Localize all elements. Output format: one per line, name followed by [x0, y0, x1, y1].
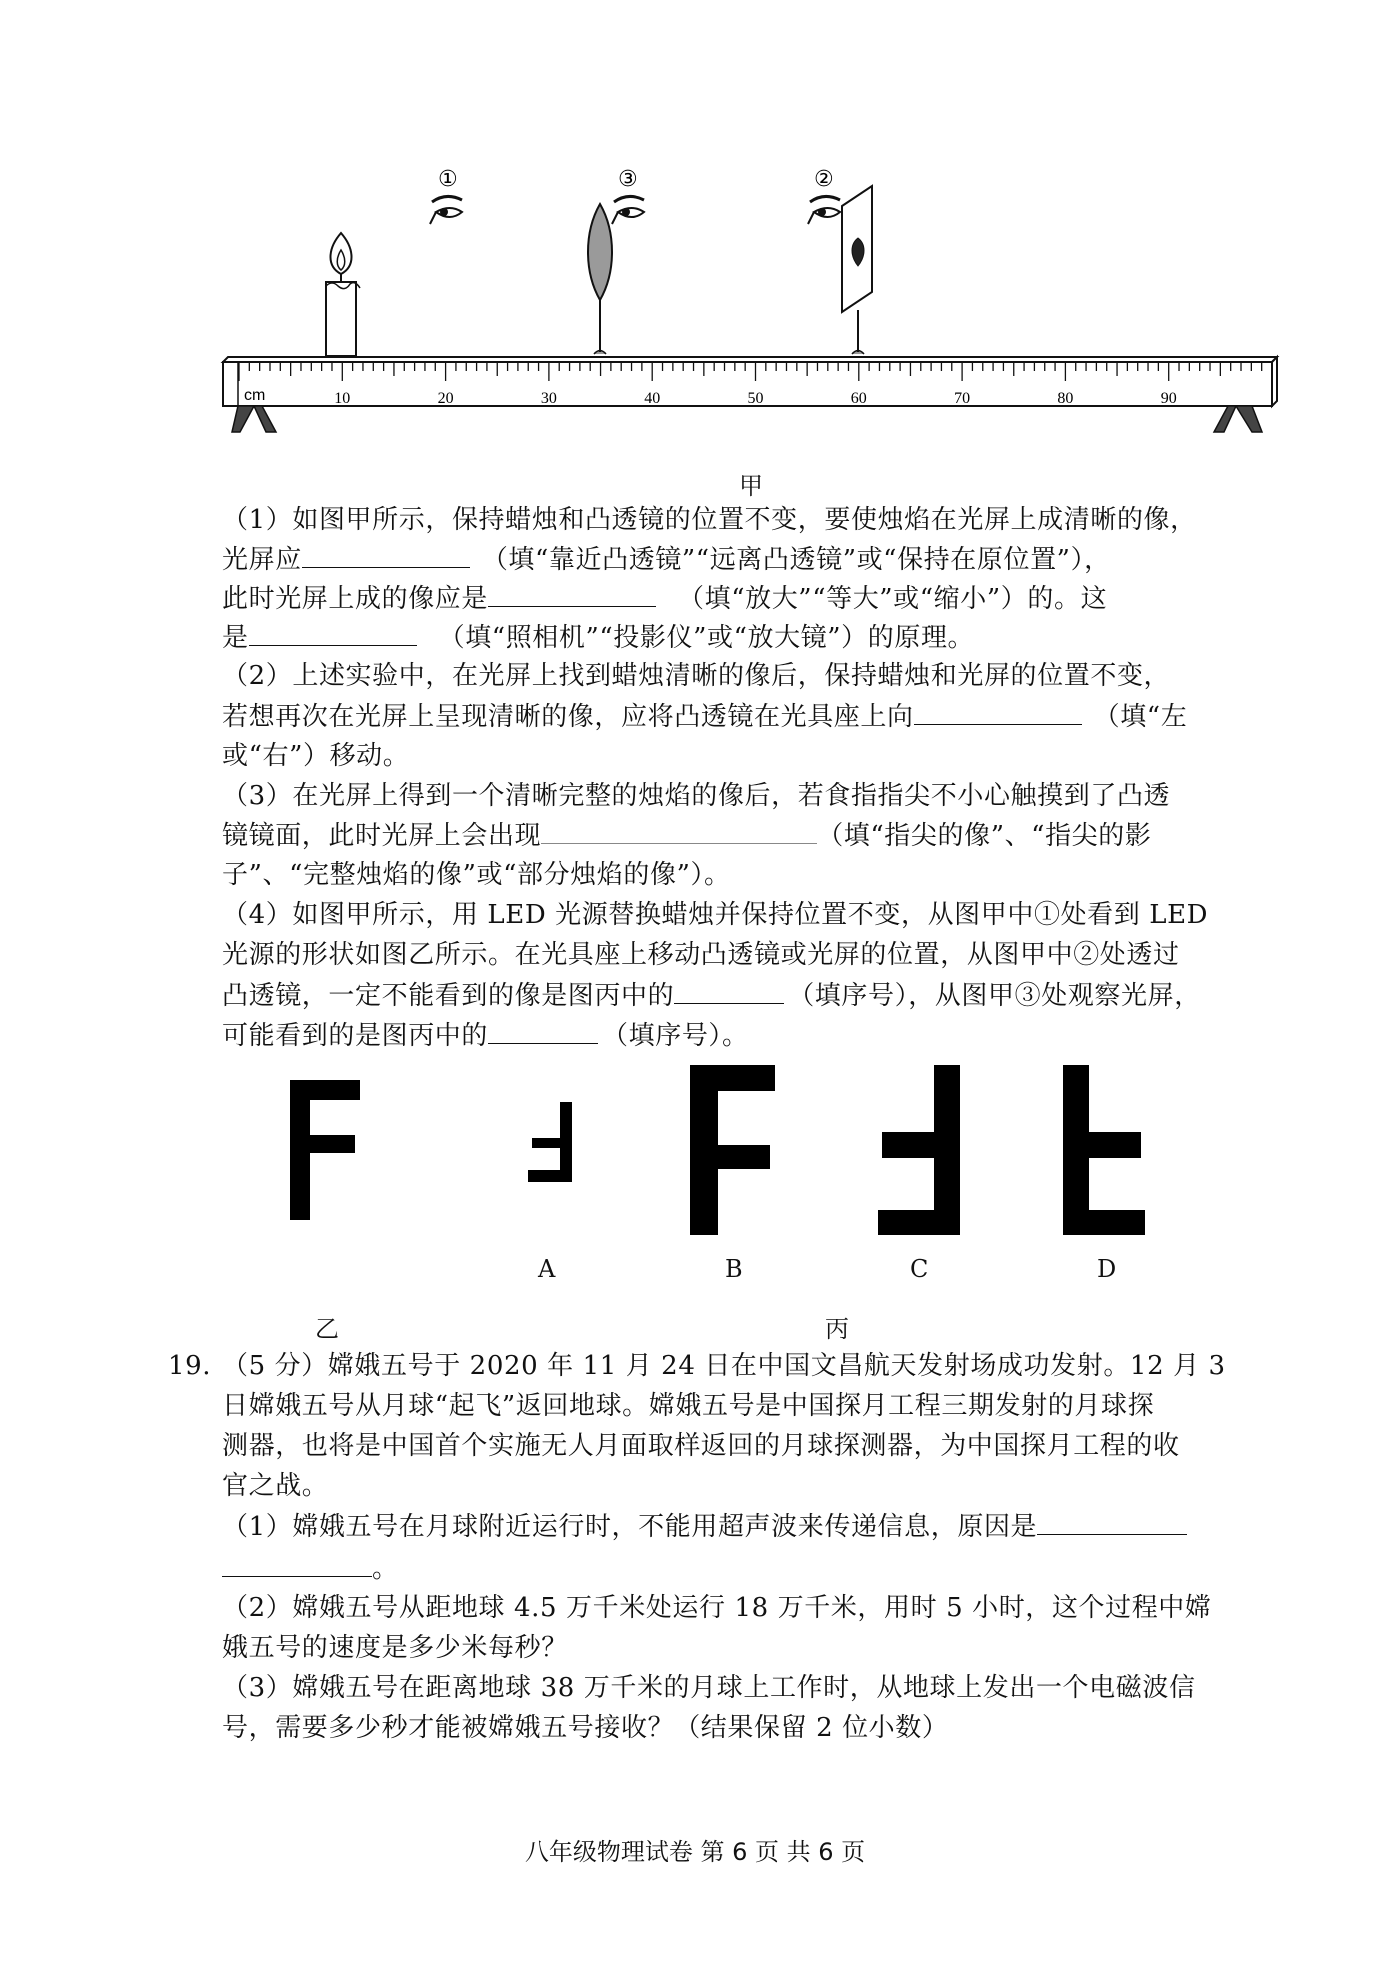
q18-part2-line3: 或“右”）移动。 [222, 741, 410, 771]
answer-blank[interactable] [541, 815, 817, 844]
q18-part4-line1: （4）如图甲所示，用 LED 光源替换蜡烛并保持位置不变，从图甲中①处看到 LED [222, 900, 1209, 930]
ruler-tick-label: 70 [954, 390, 971, 407]
answer-blank[interactable] [674, 975, 784, 1004]
svg-text:②: ② [814, 167, 834, 192]
q18-part2-line2: 若想再次在光屏上呈现清晰的像，应将凸透镜在光具座上向 （填“左 [222, 696, 1187, 737]
ruler-tick-label: 30 [540, 390, 557, 407]
q19-part2-line2: 娥五号的速度是多少米每秒？ [222, 1633, 568, 1663]
q18-part1-line1: （1）如图甲所示，保持蜡烛和凸透镜的位置不变，要使烛焰在光屏上成清晰的像， [222, 505, 1197, 535]
bench-right-leg [1214, 406, 1262, 432]
shape-yi-f [290, 1080, 360, 1220]
option-label-d: D [1097, 1255, 1117, 1283]
shape-b [690, 1065, 775, 1235]
ruler-tick-label: 60 [850, 390, 867, 407]
answer-blank[interactable] [488, 1015, 598, 1044]
svg-text:①: ① [438, 167, 458, 192]
q19-intro-line3: 测器，也将是中国首个实施无人月面取样返回的月球探测器，为中国探月工程的收 [222, 1431, 1180, 1461]
q18-part3-line2: 镜镜面，此时光屏上会出现 （填“指尖的像”、“指尖的影 [222, 815, 1151, 856]
page-footer: 八年级物理试卷 第 6 页 共 6 页 [524, 1838, 866, 1866]
answer-blank[interactable] [914, 696, 1082, 725]
option-label-b: B [725, 1255, 743, 1283]
option-label-a: A [538, 1255, 556, 1283]
answer-blank[interactable] [1037, 1506, 1187, 1535]
shape-c [878, 1065, 960, 1235]
figure-yi-bing-shapes [0, 1050, 1390, 1250]
q18-part3-line3: 子”、“完整烛焰的像”或“部分烛焰的像”）。 [222, 860, 731, 890]
q19-part2-line1: （2）嫦娥五号从距地球 4.5 万千米处运行 18 万千米，用时 5 小时，这个过程中嫦 [222, 1593, 1212, 1623]
eye-icon [808, 167, 840, 224]
q19-intro-line4: 官之战。 [222, 1471, 329, 1501]
answer-blank[interactable] [488, 578, 656, 607]
q18-part4-line4: 可能看到的是图丙中的 （填序号）。 [222, 1015, 749, 1056]
q19-part3-line1: （3）嫦娥五号在距离地球 38 万千米的月球上工作时，从地球上发出一个电磁波信 [222, 1673, 1196, 1703]
eye-icon [430, 167, 462, 224]
q19-part1-line2: 。 [222, 1548, 399, 1589]
figure-yi-caption: 乙 [315, 1315, 339, 1343]
ruler-tick-label: 50 [747, 390, 764, 407]
ruler-tick-label: 80 [1057, 390, 1074, 407]
answer-blank[interactable] [302, 539, 470, 568]
q18-part2-line1: （2）上述实验中，在光屏上找到蜡烛清晰的像后，保持蜡烛和光屏的位置不变， [222, 661, 1171, 691]
q18-part3-line1: （3）在光屏上得到一个清晰完整的烛焰的像后，若食指指尖不小心触摸到了凸透 [222, 781, 1171, 811]
ruler-tick-label: 10 [334, 390, 351, 407]
shape-a [528, 1102, 572, 1182]
q18-part4-line3: 凸透镜，一定不能看到的像是图丙中的 （填序号），从图甲③处观察光屏， [222, 975, 1201, 1016]
figure-jia-caption: 甲 [739, 472, 763, 500]
eye-icon [612, 167, 644, 224]
bench-left-leg [232, 406, 276, 432]
q19-part1-line1: （1）嫦娥五号在月球附近运行时，不能用超声波来传递信息，原因是 [222, 1506, 1187, 1547]
shape-d [1063, 1065, 1145, 1235]
candle [326, 233, 360, 356]
ruler-tick-label: 40 [644, 390, 661, 407]
ruler-tick-label: 90 [1160, 390, 1177, 407]
ruler-unit-label: cm [244, 387, 266, 404]
svg-text:③: ③ [618, 167, 638, 192]
convex-lens [588, 204, 612, 354]
q19-intro-line1: （5 分）嫦娥五号于 2020 年 11 月 24 日在中国文昌航天发射场成功发射。12 月 3 [222, 1351, 1226, 1381]
q18-part1-line2: 光屏应 （填“靠近凸透镜”“远离凸透镜”或“保持在原位置”）， [222, 539, 1111, 580]
q19-intro-line2: 日嫦娥五号从月球“起飞”返回地球。嫦娥五号是中国探月工程三期发射的月球探 [222, 1391, 1155, 1421]
ruler-tick-label: 20 [437, 390, 454, 407]
figure-jia-optical-bench [0, 0, 1390, 470]
q19-number: 19. [168, 1351, 212, 1381]
q18-part4-line2: 光源的形状如图乙所示。在光具座上移动凸透镜或光屏的位置，从图甲中②处透过 [222, 940, 1180, 970]
q19-part3-line2: 号，需要多少秒才能被嫦娥五号接收？（结果保留 2 位小数） [222, 1713, 949, 1743]
answer-blank[interactable] [222, 1548, 372, 1577]
q18-part1-line3: 此时光屏上成的像应是 （填“放大”“等大”或“缩小”）的。这 [222, 578, 1107, 619]
light-screen [842, 186, 872, 354]
answer-blank[interactable] [249, 617, 417, 646]
option-label-c: C [910, 1255, 929, 1283]
figure-bing-caption: 丙 [825, 1315, 849, 1343]
q18-part1-line4: 是 （填“照相机”“投影仪”或“放大镜”）的原理。 [222, 617, 974, 658]
